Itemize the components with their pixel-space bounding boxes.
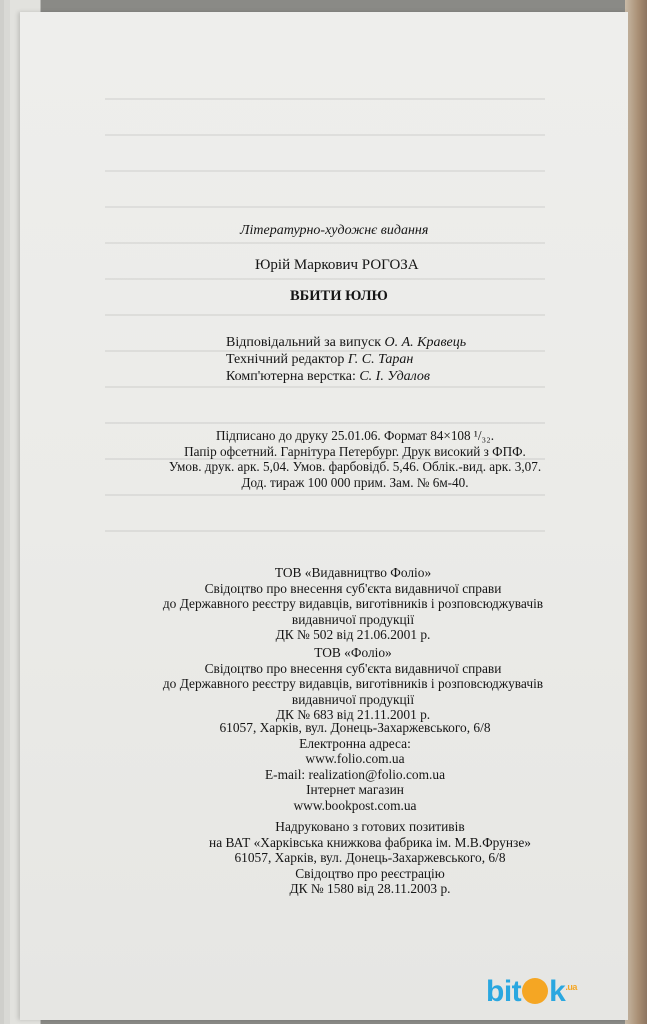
publisher-info-2 xyxy=(138,645,568,723)
credits-list xyxy=(226,334,466,385)
publisher-line: ТОВ «Видавництво Фоліо» xyxy=(274,565,432,580)
website-text: www.bookpost.com.ua xyxy=(293,797,417,813)
address-line: 61057, Харків, вул. Донець-Захаржевського, 6/8 xyxy=(219,720,491,735)
publisher-line: до Державного реєстру видавців, виготівників і розповсюджувачів xyxy=(162,676,544,691)
credit-value: О. А. Кравець xyxy=(384,335,467,350)
publisher-line: ДК № 502 від 21.06.2001 р. xyxy=(275,627,431,642)
credit-line xyxy=(226,334,466,351)
printer-line: ДК № 1580 від 28.11.2003 р. xyxy=(289,881,451,896)
edition-type: Літературно-художнє видання xyxy=(240,223,429,238)
website-text: www.folio.com.ua xyxy=(305,751,405,766)
print-line: Умов. друк. арк. 5,04. Умов. фарбовідб. 5,46. Облік.-вид. арк. 3,07. xyxy=(168,459,542,474)
print-info xyxy=(160,428,550,490)
credit-label: Відповідальний за випуск xyxy=(226,335,382,350)
printer-line: на ВАТ «Харківська книжкова фабрика ім. М.В.Фрунзе» xyxy=(209,834,531,850)
print-line: Підписано до друку 25.01.06. Формат 84×108 ¹/₃₂. xyxy=(215,428,495,443)
bitok-watermark-logo: bit $k^{.ua}$ xyxy=(486,975,577,1008)
publisher-line: видавничої продукції xyxy=(291,611,415,627)
publisher-line: видавничої продукції xyxy=(291,691,415,707)
credit-label: Технічний редактор xyxy=(226,352,345,367)
publisher-line: Свідоцтво про внесення суб'єкта видавничої справи xyxy=(204,580,502,596)
print-line: Дод. тираж 100 000 прим. Зам. № 6м-40. xyxy=(241,474,469,490)
print-line: Папір офсетний. Гарнітура Петербург. Друк високий з ФПФ. xyxy=(184,443,526,459)
publisher-line: ТОВ «Фоліо» xyxy=(314,645,392,660)
publisher-info-1 xyxy=(138,565,568,643)
credit-line xyxy=(226,351,466,368)
book-title: ВБИТИ ЮЛЮ xyxy=(290,288,388,304)
printer-info xyxy=(150,819,590,897)
credit-label: Комп'ютерна верстка: xyxy=(226,369,356,384)
printer-line: Надруковано з готових позитивів xyxy=(275,819,465,834)
book-cover-edge xyxy=(625,0,647,1024)
printer-line: 61057, Харків, вул. Донець-Захаржевського, 6/8 xyxy=(234,850,506,865)
author-name: Юрій Маркович РОГОЗА xyxy=(255,257,419,273)
logo-coin-icon xyxy=(522,978,548,1004)
email-text: E-mail: realization@folio.com.ua xyxy=(264,766,446,782)
address-line: Електронна адреса: xyxy=(299,735,411,751)
publisher-line: ДК № 683 від 21.11.2001 р. xyxy=(275,707,431,722)
publisher-address xyxy=(185,720,525,813)
credit-value: Г. С. Таран xyxy=(347,352,414,367)
printer-line: Свідоцтво про реєстрацію xyxy=(295,865,445,881)
publisher-line: до Державного реєстру видавців, виготівників і розповсюджувачів xyxy=(162,596,544,611)
credit-value: С. І. Удалов xyxy=(359,369,430,384)
publisher-line: Свідоцтво про внесення суб'єкта видавничої справи xyxy=(204,660,502,676)
credit-line xyxy=(226,368,466,385)
address-line: Інтернет магазин xyxy=(306,782,404,797)
